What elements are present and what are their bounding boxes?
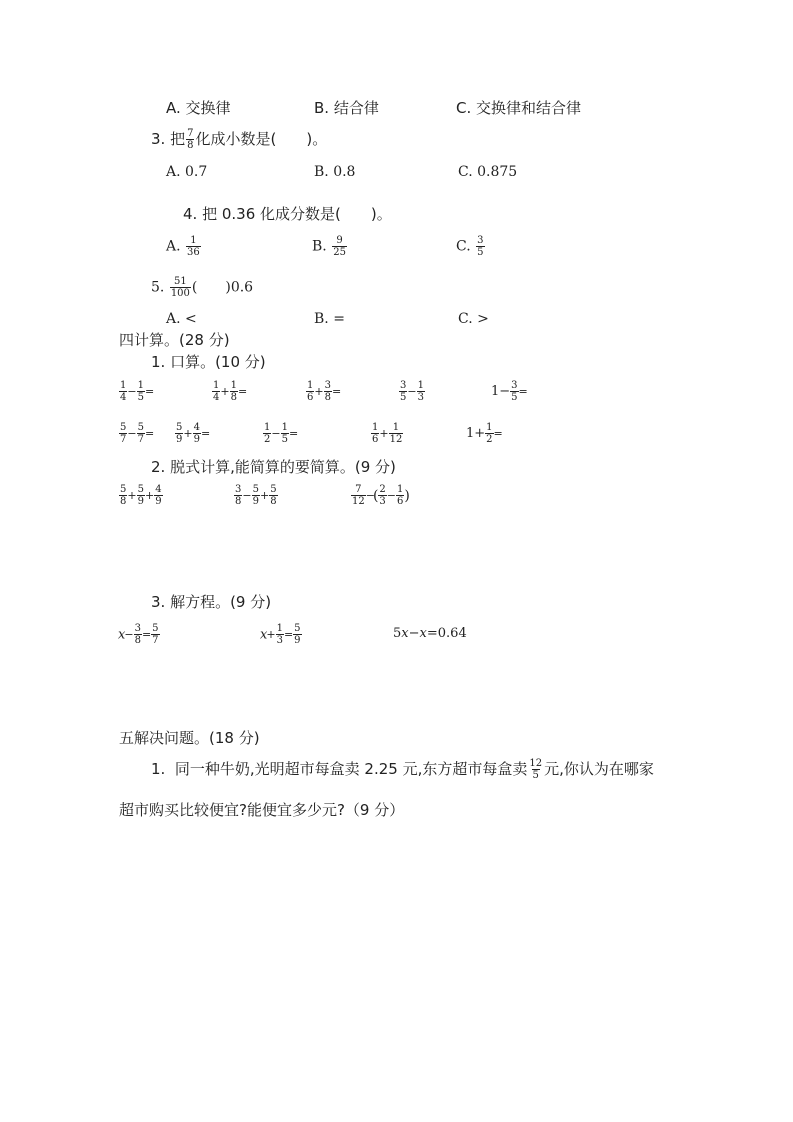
- oral-item: $\frac{1}{4}$ − $\frac{1}{5}$ =: [120, 380, 155, 403]
- equation-1: x− $\frac{3}{8}$ = $\frac{5}{7}$: [118, 623, 159, 646]
- oral-item: 1+ $\frac{1}{2}$ =: [466, 422, 503, 445]
- q3-option-c: C. 0.875: [458, 164, 518, 180]
- section5-title: 五解决问题。(18 分): [119, 729, 260, 747]
- q4-stem: 4. 把 0.36 化成分数是( )。: [183, 205, 392, 223]
- oral-item: $\frac{3}{5}$ − $\frac{1}{3}$: [400, 380, 424, 403]
- problem-1-line-1: 1. 同一种牛奶,光明超市每盒卖 2.25 元,东方超市每盒卖 $\frac{12}{5}$ 元,你认为在哪家: [151, 758, 654, 781]
- q5-fraction: $\frac{51}{100}$: [170, 276, 190, 299]
- q2-option-c: C. 交换律和结合律: [456, 99, 582, 117]
- oral-item: $\frac{1}{6}$ + $\frac{1}{12}$: [372, 422, 403, 445]
- oral-item: $\frac{1}{6}$ + $\frac{3}{8}$ =: [307, 380, 342, 403]
- problem-1-line-2: 超市购买比较便宜?能便宜多少元?（9 分）: [119, 801, 405, 819]
- q3-option-a: A. 0.7: [166, 164, 208, 180]
- q3-pre: 把: [170, 130, 186, 148]
- q5-stem: 5. $\frac{51}{100}$ ( )0.6: [151, 276, 254, 299]
- q2-option-a: A. 交换律: [166, 99, 231, 117]
- q4-option-a: A. $\frac{1}{36}$: [166, 235, 200, 258]
- equations-title: 3. 解方程。(9 分): [151, 593, 272, 611]
- q3-fraction: $\frac{7}{8}$: [187, 128, 194, 151]
- oral-item: $\frac{5}{7}$ − $\frac{5}{7}$ =: [120, 422, 155, 445]
- oral-item: $\frac{5}{9}$ + $\frac{4}{9}$ =: [176, 422, 211, 445]
- section4-title: 四计算。(28 分): [119, 331, 230, 349]
- equation-3: 5x−x=0.64: [393, 626, 467, 641]
- q5-option-a: A. <: [166, 311, 197, 327]
- step-calc-title: 2. 脱式计算,能简算的要简算。(9 分): [151, 458, 396, 476]
- q4-option-c: C. $\frac{3}{5}$: [456, 235, 484, 258]
- q4-option-b: B. $\frac{9}{25}$: [312, 235, 346, 258]
- oral-calc-title: 1. 口算。(10 分): [151, 353, 266, 371]
- q3-option-b: B. 0.8: [314, 164, 356, 180]
- oral-item: $\frac{1}{4}$ + $\frac{1}{8}$ =: [213, 380, 248, 403]
- q3-number: 3.: [151, 130, 166, 148]
- q3-post: 化成小数是( )。: [195, 130, 328, 148]
- oral-item: $\frac{1}{2}$ − $\frac{1}{5}$ =: [264, 422, 299, 445]
- q5-option-b: B. =: [314, 311, 345, 327]
- q2-option-b: B. 结合律: [314, 99, 379, 117]
- oral-item: 1− $\frac{3}{5}$ =: [491, 380, 528, 403]
- step-calc-expr-3: $\frac{7}{12}$ −( $\frac{2}{3}$ − $\frac{1}{6}$ ): [352, 484, 410, 507]
- equation-2: x+ $\frac{1}{3}$ = $\frac{5}{9}$: [260, 623, 301, 646]
- q5-option-c: C. >: [458, 311, 489, 327]
- q3-stem: [151, 128, 327, 151]
- step-calc-expr-2: $\frac{3}{8}$ − $\frac{5}{9}$ + $\frac{5}{8}$: [235, 484, 277, 507]
- step-calc-expr-1: $\frac{5}{8}$ + $\frac{5}{9}$ + $\frac{4}{9}$: [120, 484, 162, 507]
